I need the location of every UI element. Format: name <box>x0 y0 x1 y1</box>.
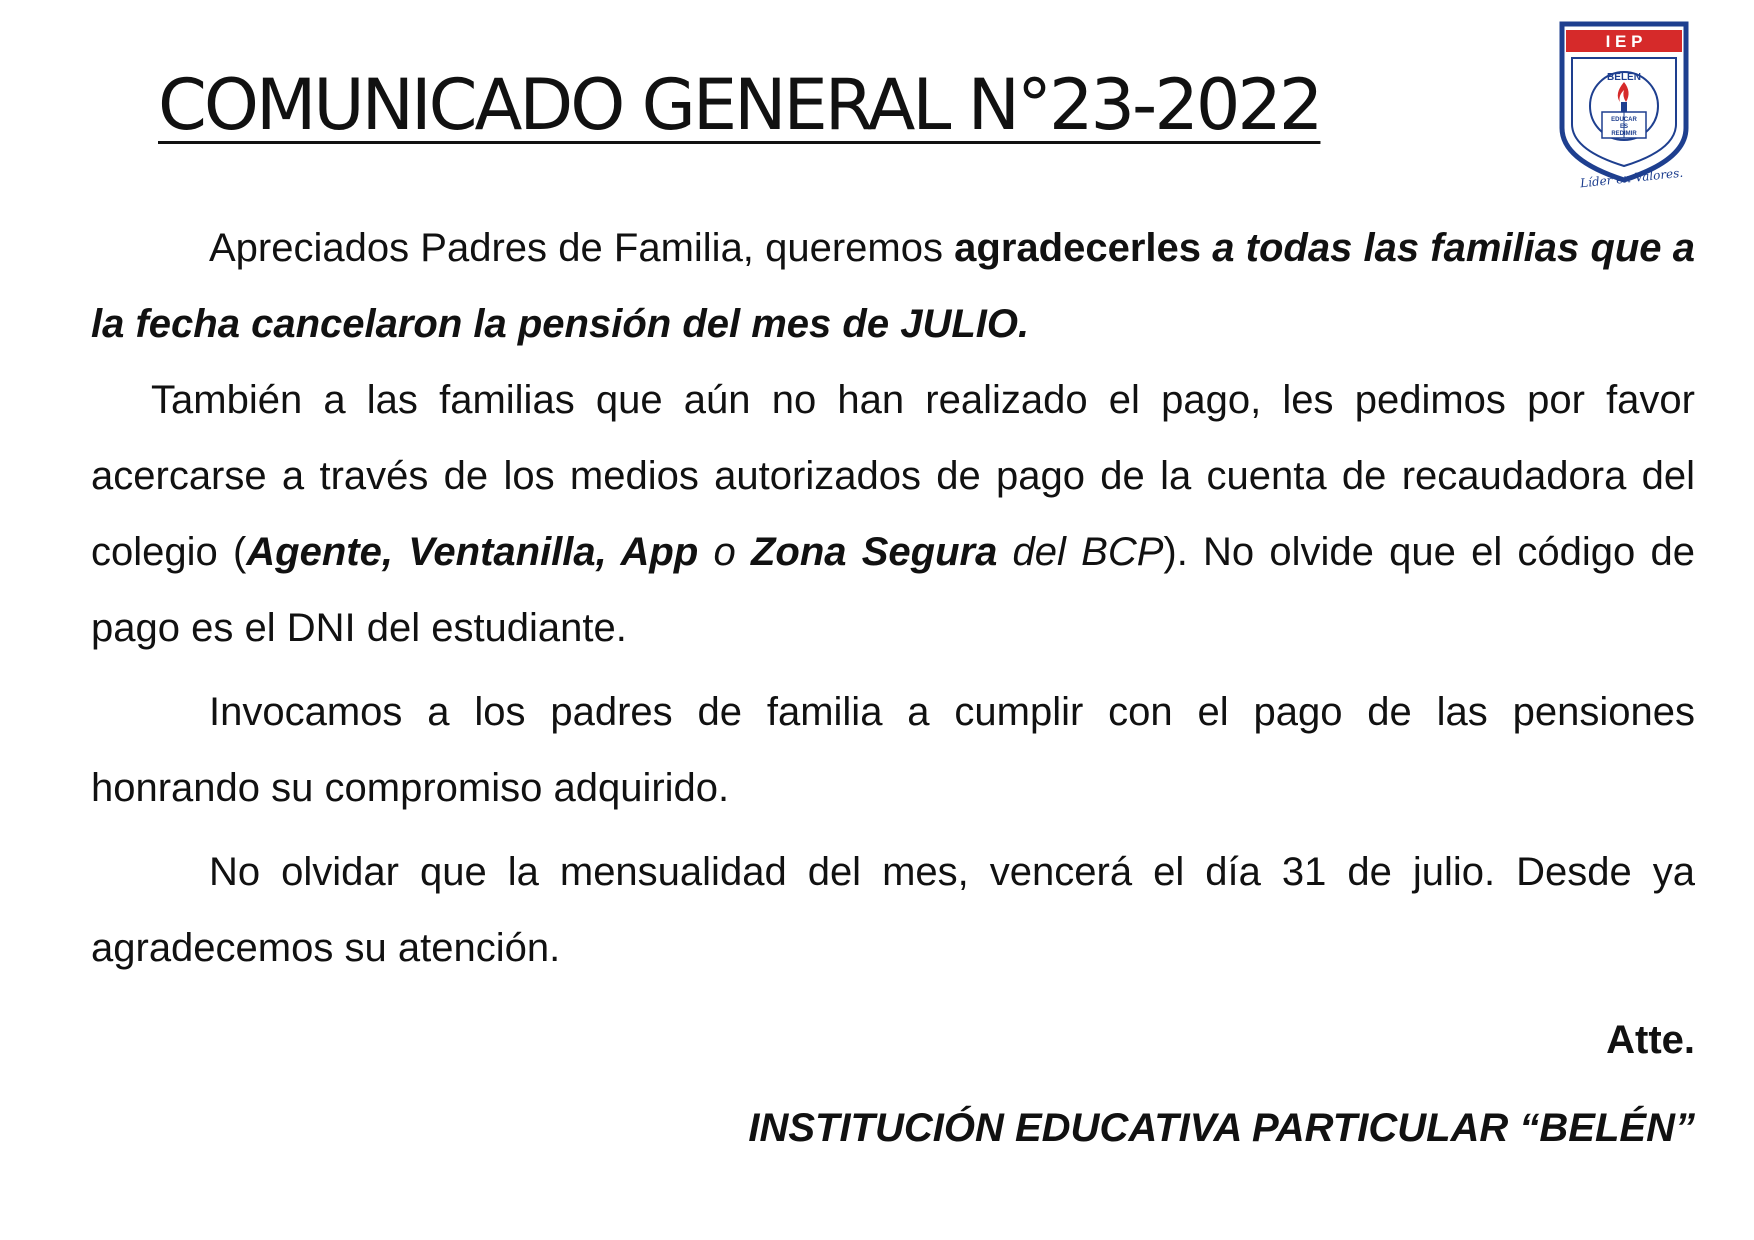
paragraph-thanks-text: Apreciados Padres de Familia, queremos <box>209 226 955 270</box>
logo-ring-text: BELEN <box>1607 72 1641 83</box>
institution-signature: INSTITUCIÓN EDUCATIVA PARTICULAR “BELÉN” <box>748 1106 1695 1150</box>
paragraph-due-date: No olvidar que la mensualidad del mes, vencerá el día 31 de julio. Desde ya agradecemos su atención. <box>91 850 1695 970</box>
paragraph-payment-or: o <box>698 530 751 574</box>
paragraph-invocation: Invocamos a los padres de familia a cumplir con el pago de las pensiones honrando su compromiso adquirido. <box>91 690 1695 810</box>
closing: Atte. <box>1606 1018 1695 1062</box>
page-title: COMUNICADO GENERAL N°23-2022 <box>158 64 1321 146</box>
paragraph-payment-request <box>91 362 1695 666</box>
paragraph-thanks-emphasis: a todas las familias que a la fecha cancelaron la pensión del mes de JULIO. <box>91 226 1695 346</box>
letter-body <box>91 210 1695 986</box>
logo-book-text-1: EDUCAR <box>1611 117 1637 123</box>
shield-crest-icon <box>1552 20 1702 190</box>
paragraph-payment-zona-segura: Zona Segura <box>750 530 998 574</box>
paragraph-payment-bank: del BCP <box>997 530 1164 574</box>
logo-top-text: I E P <box>1605 32 1643 51</box>
logo-motto: Líder en Valores. <box>1579 165 1684 190</box>
logo-book-text-2: ES <box>1619 124 1629 130</box>
paragraph-thanks-bold: agradecerles <box>954 226 1202 270</box>
paragraph-thanks <box>91 210 1695 362</box>
paragraph-payment-code: ). No olvide que el código de pago es el DNI del estudiante. <box>91 530 1695 650</box>
paragraph-payment-channels: Agente, Ventanilla, App <box>246 530 699 574</box>
school-logo <box>1552 20 1702 190</box>
paragraph-payment-text: También a las familias que aún no han realizado el pago, les pedimos por favor acercarse a través de los medios autorizados de pago de la cuenta de recaudadora del colegio ( <box>91 378 1695 574</box>
logo-book-text-3: REDIMIR <box>1611 131 1637 137</box>
